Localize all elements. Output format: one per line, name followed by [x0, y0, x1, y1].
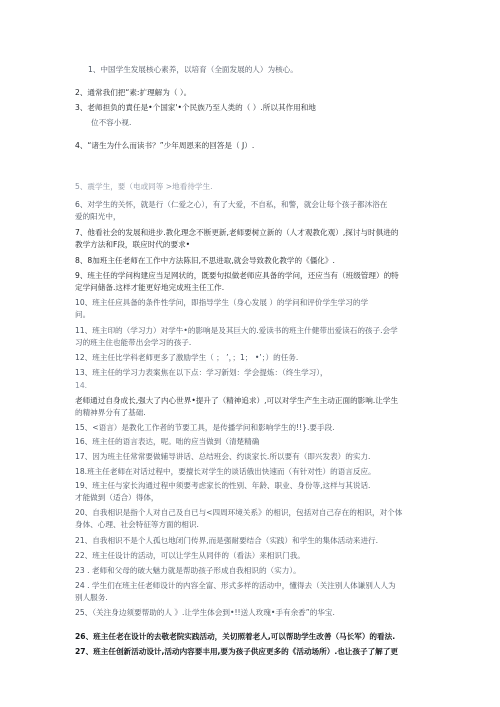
text-line: 13、班主任的学习力表案焦在以下点：学习新划：学会提炼：（终生学习），: [75, 368, 328, 377]
text-line: 26、班主任老在设计的去敬老院实践活动，关切照着老人,可以帮助学生改善（马长军）的看法.: [75, 632, 396, 641]
text-line: 定学问储备.这样才能更好地完成班主任工作.: [75, 283, 225, 292]
text-line: 别人服务.: [75, 593, 108, 602]
text-line: 12、班主任比学科老师更多了激励学生（ ； ’，；1； •’；）的任务.: [75, 353, 299, 362]
text-line: 身体、心理、社会特征等方面的相识.: [75, 520, 199, 529]
text-line: 11、班主印的（学习力）对学牛•的影响是及其巨大的.爱读书的班主什健带出爱读石的孩子.会学: [75, 326, 398, 335]
text-line: 20、自我相识是指个人对自己及自已与<四周环境关系》的相识，包括对自己存在的相识，对个体: [75, 508, 403, 517]
text-line: 9、班主任的学问构建应当足网状的，既要句拟做老师应具备的学问，还应当有（班级管理）的特: [75, 271, 399, 280]
text-line: 27、班主任创新活动设计,活动内容要丰用,要为孩子供应更多的《活动场所）.也让孩子了解了更: [75, 647, 398, 656]
text-line: 17、因为班主任常常要做辅导讲话、总结班会、约谈家长.所以要有（即兴发表）的实力.: [75, 452, 371, 461]
text-line: 23 . 老师和父母的破大魅力就是帮助孩子形成自我相识的（实力）。: [75, 566, 301, 575]
text-line: 3、老师担负的責任是•个国家'•个民族乃至人类的（ ）.所以其作用和地: [75, 103, 316, 112]
text-line: 1、中国学生发展核心素养，以培育（全面发展的人）为核心。: [88, 65, 298, 74]
text-line: 2、通常我们把“素:扩理解为（ ）。: [75, 88, 192, 97]
text-line: 才能做到（适合）得体，: [75, 493, 159, 502]
text-line: 10、班主任应具备的条件性学问，即指导学生（身心发展 ）的学问和评价学生学习的学: [75, 298, 369, 307]
text-line: 16、班主任的语言表达，呢。咄的应当做到（清楚精确: [75, 437, 260, 446]
text-line: 老师通过自身成长,强大了内心世界•提升了（精神追求）,可以对学生产生主动正面的影响.让学生: [75, 396, 399, 405]
text-line: 问。: [75, 310, 91, 319]
text-line: 21、自我相识不是个人孤乜地闭门传界,而是强耐要结合（实践）和学生的集体活动来进行.: [75, 536, 379, 545]
text-line: 22、班主任设计的活动，可以让学生从同伴的（看法）来相识门我。: [75, 551, 305, 560]
text-line: 教学方法和F段，联应时代的要求•: [75, 240, 191, 249]
text-line: 4、“诸生为什么而读书？”少年周恩来的回答是（ J）.: [75, 141, 255, 150]
text-line: 爱的阳光中，: [75, 212, 121, 221]
text-line: 习的班主住也能带出会学习的孩子.: [75, 338, 192, 347]
text-line: 15、<语言）是教化工作者的节要工具，是传播学问和影响学生的!!}.要手段.: [75, 423, 335, 432]
text-line: 8、8加班主任老师在工作中方法陈旧,不思进取,就会导致教化教学的《僵化》.: [75, 256, 335, 265]
text-line: 24 . 学生们在班主任老师设计的内容全富、形式多样的活动中，懂得去（关注别人体谦别人人为: [75, 581, 396, 590]
text-line: 18.班主任老师在对话过程中，要擅长对学生的谈话俄出快速而（有针对性）的语言反应。: [75, 467, 376, 476]
text-line: 5、震学生，要（电或同等 >地看待学生.: [75, 182, 213, 191]
text-line: 14.: [75, 381, 88, 390]
text-line: 19、班主任与家长沟通过程中须要考虑家长的性别、年龄、职业、身份等,这样与其说话.: [75, 481, 371, 490]
text-line: 25、（关注身边须要帮助的人 》.让学生体会到•!!送人玫瑰•手有余香”的华宝.: [75, 608, 335, 617]
text-line: 6、对学生的关怀，就是行（仁爱之心），有了大爱，不自私，和警，就会让每个孩子都沐浴在: [75, 200, 388, 209]
text-line: 的精神界分有了基础.: [75, 408, 146, 417]
text-line: 位不容小视.: [91, 118, 132, 127]
text-line: 7、他看社会的发展和进步.教化理念不断更新,老师要树立新的（人才观教化观）,探讨与时俱进的: [75, 228, 399, 237]
